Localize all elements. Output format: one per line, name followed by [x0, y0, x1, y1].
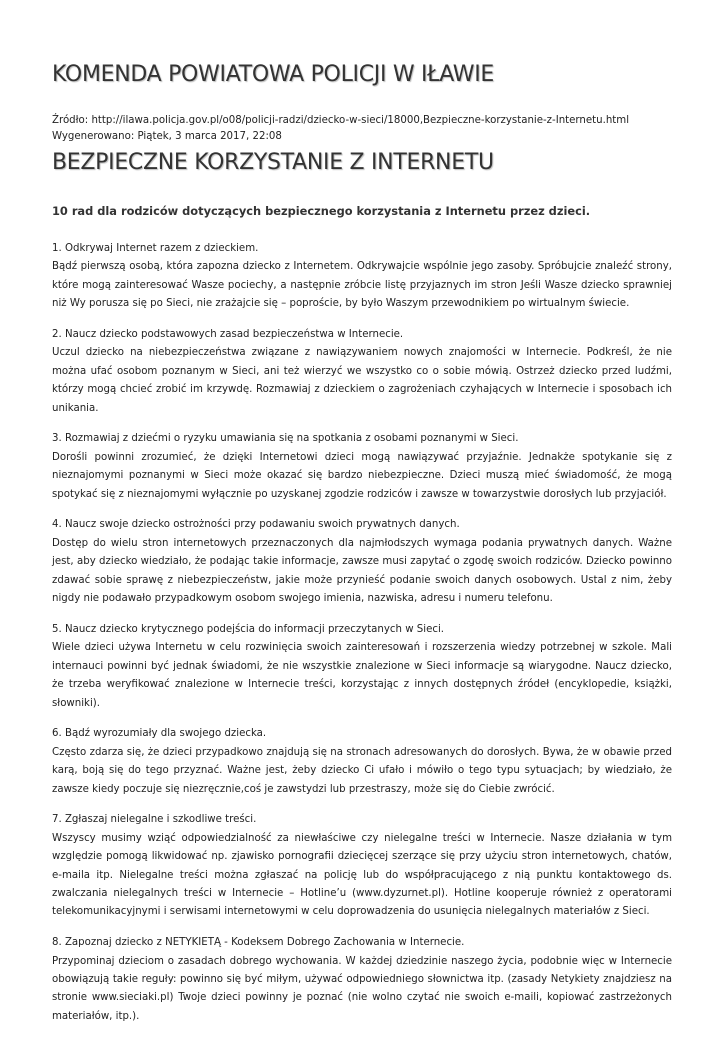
advice-heading: 2. Naucz dziecko podstawowych zasad bezpieczeństwa w Internecie.: [52, 329, 404, 341]
advice-body: Dostęp do wielu stron internetowych przeznaczonych dla najmłodszych wymaga podania prywatnych danych. Ważne jest, aby dziecko wiedziało, że podając takie informacje, zawsze musi zapytać o zgodę swoich rodziców. Dziecko powinno zdawać sobie sprawę z niebezpieczeństw, jakie może przynieść podanie swoich danych osobowych. Ustal z nim, żeby nigdy nie podawało przypadkowym osobom swojego imienia, nazwiska, adresu i numeru telefonu.: [52, 537, 672, 605]
advice-item: [52, 516, 672, 608]
advice-item: [52, 240, 672, 314]
advice-heading: 3. Rozmawiaj z dziećmi o ryzyku umawiania się na spotkania z osobami poznanymi w Sieci.: [52, 433, 519, 445]
advice-body: Bądź pierwszą osobą, która zapozna dziecko z Internetem. Odkrywajcie wspólnie jego zasoby. Spróbujcie znaleźć strony, które mogą zainteresować Wasze pociechy, a następnie zróbcie listę przyjaznych im stron Jeśli Wasze dziecko sprawniej niż Wy porusza się po Sieci, nie zrażajcie się – poproście, by było Waszym przewodnikiem po wirtualnym świecie.: [52, 261, 672, 310]
document-meta: [52, 113, 629, 145]
advice-heading: 7. Zgłaszaj nielegalne i szkodliwe treści.: [52, 814, 257, 826]
article-lead: 10 rad dla rodziców dotyczących bezpiecznego korzystania z Internetu przez dzieci.: [52, 204, 591, 218]
advice-heading: 8. Zapoznaj dziecko z NETYKIETĄ - Kodeksem Dobrego Zachowania w Internecie.: [52, 937, 465, 949]
advice-item: [52, 326, 672, 418]
advice-heading: 1. Odkrywaj Internet razem z dzieckiem.: [52, 243, 259, 254]
advice-body: Dorośli powinni zrozumieć, że dzięki Internetowi dzieci mogą nawiązywać przyjaźnie. Jednakże spotykanie się z nieznajomymi poznanymi w Sieci może okazać się bardzo niebezpieczne. Dzieci muszą mieć świadomość, że mogą spotykać się z nieznajomymi wyłącznie po uzyskanej zgodzie rodziców i zawsze w towarzystwie dorosłych lub przyjaciół.: [52, 451, 672, 500]
organization-title: KOMENDA POWIATOWA POLICJI W IŁAWIE: [52, 62, 495, 87]
advice-heading: 5. Naucz dziecko krytycznego podejścia do informacji przeczytanych w Sieci.: [52, 623, 445, 635]
advice-body: Wiele dzieci używa Internetu w celu rozwinięcia swoich zainteresowań i rozszerzenia wiedzy potrzebnej w szkole. Mali internauci powinni być jednak świadomi, że nie wszystkie znalezione w Sieci informacje są wiarygodne. Naucz dziecko, że trzeba weryfikować znalezione w Internecie treści, korzystając z innych dostępnych źródeł (encyklopedie, książki, słowniki).: [52, 642, 672, 709]
source-line: Źródło: http://ilawa.policja.gov.pl/o08/policji-radzi/dziecko-w-sieci/18000,Bezpieczne-korzystanie-z-Internetu.html: [52, 115, 630, 126]
advice-body: Uczul dziecko na niebezpieczeństwa związane z nawiązywaniem nowych znajomości w Internecie. Podkreśl, że nie można ufać osobom poznanym w Sieci, ani też wierzyć we wszystko co o sobie mówią. Ostrzeż dziecko przed ludźmi, którzy mogą chcieć zrobić im krzywdę. Rozmawiaj z dzieckiem o zagrożeniach czyhających w Internecie i sposobach ich unikania.: [52, 347, 672, 414]
advice-body: Często zdarza się, że dzieci przypadkowo znajdują się na stronach adresowanych do dorosłych. Bywa, że w obawie przed karą, boją się do tego przyznać. Ważne jest, żeby dziecko Ci ufało i mówiło o tego typu sytuacjach; by wiedziało, że zawsze kiedy poczuje się niezręcznie,coś je zawstydzi lub przestraszy, może się do Ciebie zwrócić.: [52, 746, 672, 795]
advice-body: Przypominaj dzieciom o zasadach dobrego wychowania. W każdej dziedzinie naszego życia, podobnie więc w Internecie obowiązują takie reguły: powinno się być miłym, używać odpowiedniego słownictwa itp. (zasady Netykiety znajdziesz na stronie www.sieciaki.pl) Twoje dzieci powinny je poznać (nie wolno czytać nie swoich e-maili, kopiować zastrzeżonych materiałów, itp.).: [52, 955, 672, 1022]
advice-body: Wszyscy musimy wziąć odpowiedzialność za niewłaściwe czy nielegalne treści w Internecie. Nasze działania w tym względzie pomogą likwidować np. zjawisko pornografii dziecięcej szerzące się przy użyciu stron internetowych, chatów, e-maila itp. Nielegalne treści można zgłaszać na policję lub do współpracującego z nią punktu kontaktowego ds. zwalczania nielegalnych treści w Internecie – Hotline’u (www.dyzurnet.pl). Hotline kooperuje również z operatorami telekomunikacyjnymi i serwisami internetowymi w celu doprowadzenia do usunięcia nielegalnych materiałów z Sieci.: [52, 832, 672, 918]
advice-item: [52, 811, 672, 921]
article-content: [52, 240, 672, 1039]
advice-item: [52, 621, 672, 713]
advice-item: [52, 430, 672, 504]
advice-item: [52, 934, 672, 1026]
generated-line: Wygenerowano: Piątek, 3 marca 2017, 22:08: [52, 131, 282, 142]
advice-heading: 6. Bądź wyrozumiały dla swojego dziecka.: [52, 728, 267, 740]
article-title: BEZPIECZNE KORZYSTANIE Z INTERNETU: [52, 150, 494, 175]
advice-heading: 4. Naucz swoje dziecko ostrożności przy podawaniu swoich prywatnych danych.: [52, 519, 460, 531]
advice-item: [52, 725, 672, 799]
